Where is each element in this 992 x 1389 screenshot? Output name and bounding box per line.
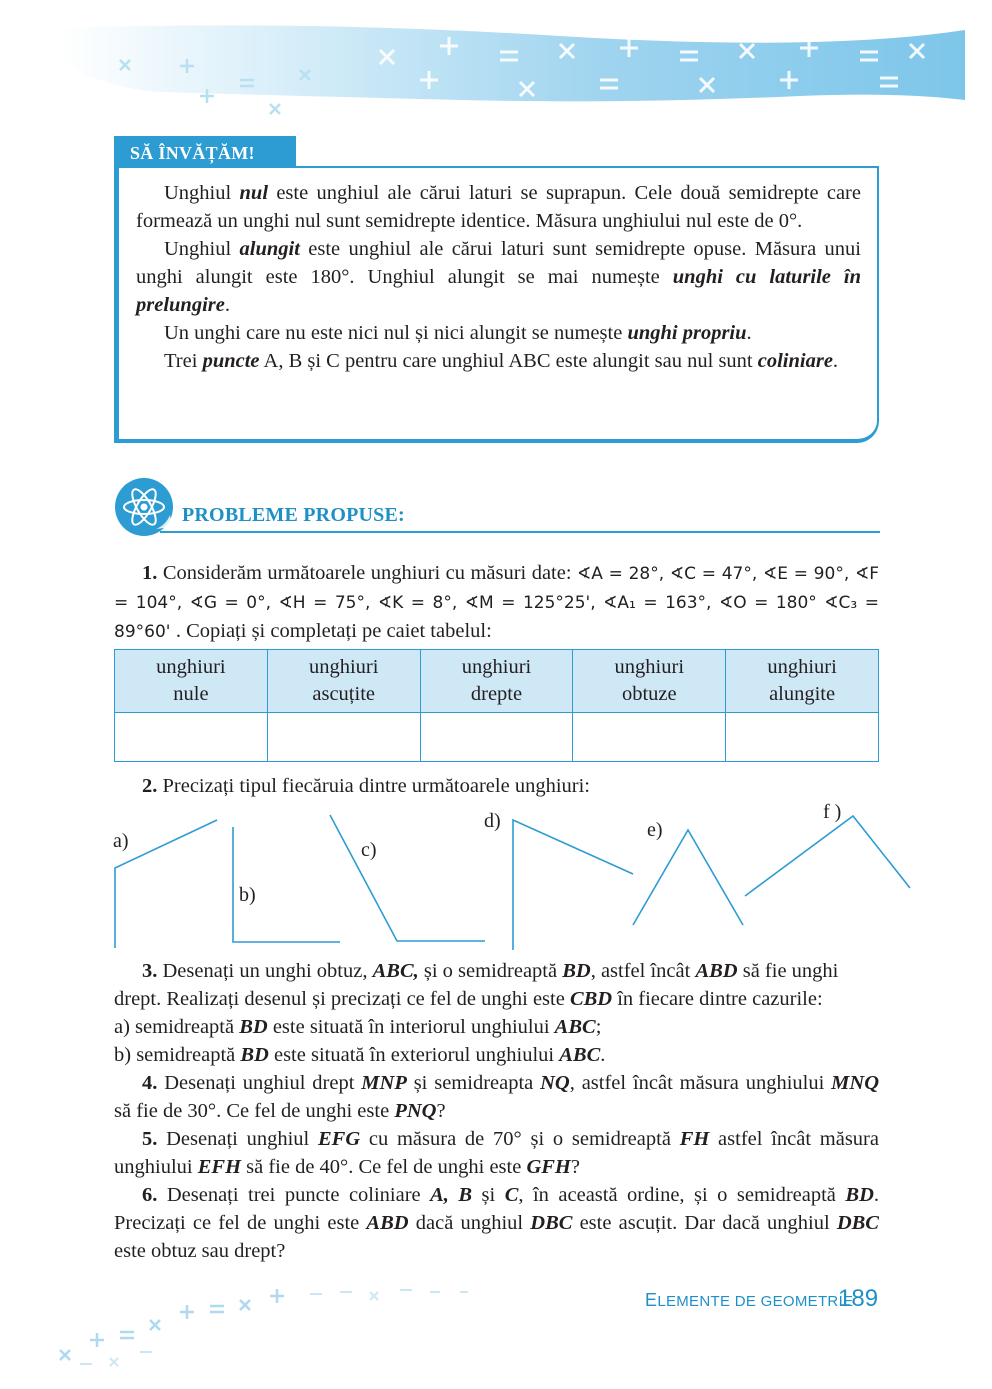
table-cell-empty [726, 713, 879, 762]
learn-paragraph-null-angle: Unghiul nul este unghiul ale cărui laturi se suprapun. Cele două semidrepte care formează un unghi nul sunt semidrepte identice. Măsura unghiului nul este de 0°. [136, 182, 861, 232]
table-cell-empty [115, 713, 268, 762]
learn-section-tab: SĂ ÎNVĂȚĂM! [114, 136, 296, 168]
table-header-right: unghiuri drepte [420, 650, 573, 713]
atom-icon [114, 477, 174, 537]
table-header-obtuse: unghiuri obtuze [573, 650, 726, 713]
figure-a-angle [115, 820, 217, 948]
problem-5: 5. Desenați unghiul EFG cu măsura de 70° și o semidreaptă FH astfel încât măsura unghiului EFH să fie de 40°. Ce fel de unghi este GFH? [114, 1128, 879, 1178]
figure-b-label: b) [239, 884, 256, 906]
page-number: 189 [838, 1285, 879, 1312]
learn-paragraph-collinear: Trei puncte A, B și C pentru care unghiul ABC este alungit sau nul sunt coliniare. [164, 350, 839, 372]
angle-classification-table [114, 649, 879, 762]
problem-6: 6. Desenați trei puncte coliniare A, B și C, în această ordine, și o semidreaptă BD. Precizați ce fel de unghi este ABD dacă unghiul DBC este ascuțit. Dar dacă unghiul DBC este obtuz sau drept? [114, 1184, 879, 1262]
figure-c-angle [330, 815, 485, 941]
problems-divider [160, 531, 880, 533]
header-math-symbols-band [0, 0, 992, 125]
footer-chapter-title: ELEMENTE DE GEOMETRIE [645, 1290, 854, 1310]
problems-title: PROBLEME PROPUSE: [182, 504, 405, 526]
figure-e-angle [633, 830, 743, 925]
learn-section-box [114, 166, 879, 443]
table-cell-empty [267, 713, 420, 762]
problem-4: 4. Desenați unghiul drept MNP și semidreapta NQ, astfel încât măsura unghiului MNQ să fie de 30°. Ce fel de unghi este PNQ? [114, 1072, 879, 1122]
figure-e-label: e) [647, 819, 663, 841]
table-header-null: unghiuri nule [115, 650, 268, 713]
figure-c-label: c) [361, 839, 377, 861]
figure-a-label: a) [113, 830, 129, 852]
footer-math-symbols-decoration [40, 1280, 500, 1370]
table-header-straight: unghiuri alungite [726, 650, 879, 713]
table-header-acute: unghiuri ascuțite [267, 650, 420, 713]
figure-f-angle [745, 816, 910, 896]
angle-figures [105, 800, 925, 950]
problem-2: 2. Precizați tipul fiecăruia dintre următoarele unghiuri: [142, 775, 590, 797]
problem-1: 1. Considerăm următoarele unghiuri cu măsuri date: ∢A = 28°, ∢C = 47°, ∢E = 90°, ∢F = 104°, ∢G = 0°, ∢H = 75°, ∢K = 8°, ∢M = 125°25', ∢A₁ = 163°, ∢O = 180° ∢C₃ = 89°60' . Copiați și completați pe caiet tabelul: [114, 562, 879, 642]
learn-paragraph-straight-angle: Unghiul alungit este unghiul ale cărui laturi sunt semidrepte opuse. Măsura unui unghi alungit este 180°. Unghiul alungit se mai numește unghi cu laturile în prelungire. [136, 238, 861, 316]
figure-f-label: f ) [823, 801, 842, 823]
problem-3: 3. Desenați un unghi obtuz, ABC, și o semidreaptă BD, astfel încât ABD să fie unghi drept. Realizați desenul și precizați ce fel de unghi este CBD în fiecare dintre cazurile: a) semidreaptă BD este situată în interiorul unghiului ABC; b) semidreaptă BD este situată în exteriorul unghiului ABC. [114, 960, 839, 1066]
table-cell-empty [573, 713, 726, 762]
figure-d-angle [513, 820, 633, 950]
learn-paragraph-proper-angle: Un unghi care nu este nici nul și nici alungit se numește unghi propriu. [164, 322, 752, 344]
figure-d-label: d) [484, 810, 501, 832]
table-cell-empty [420, 713, 573, 762]
